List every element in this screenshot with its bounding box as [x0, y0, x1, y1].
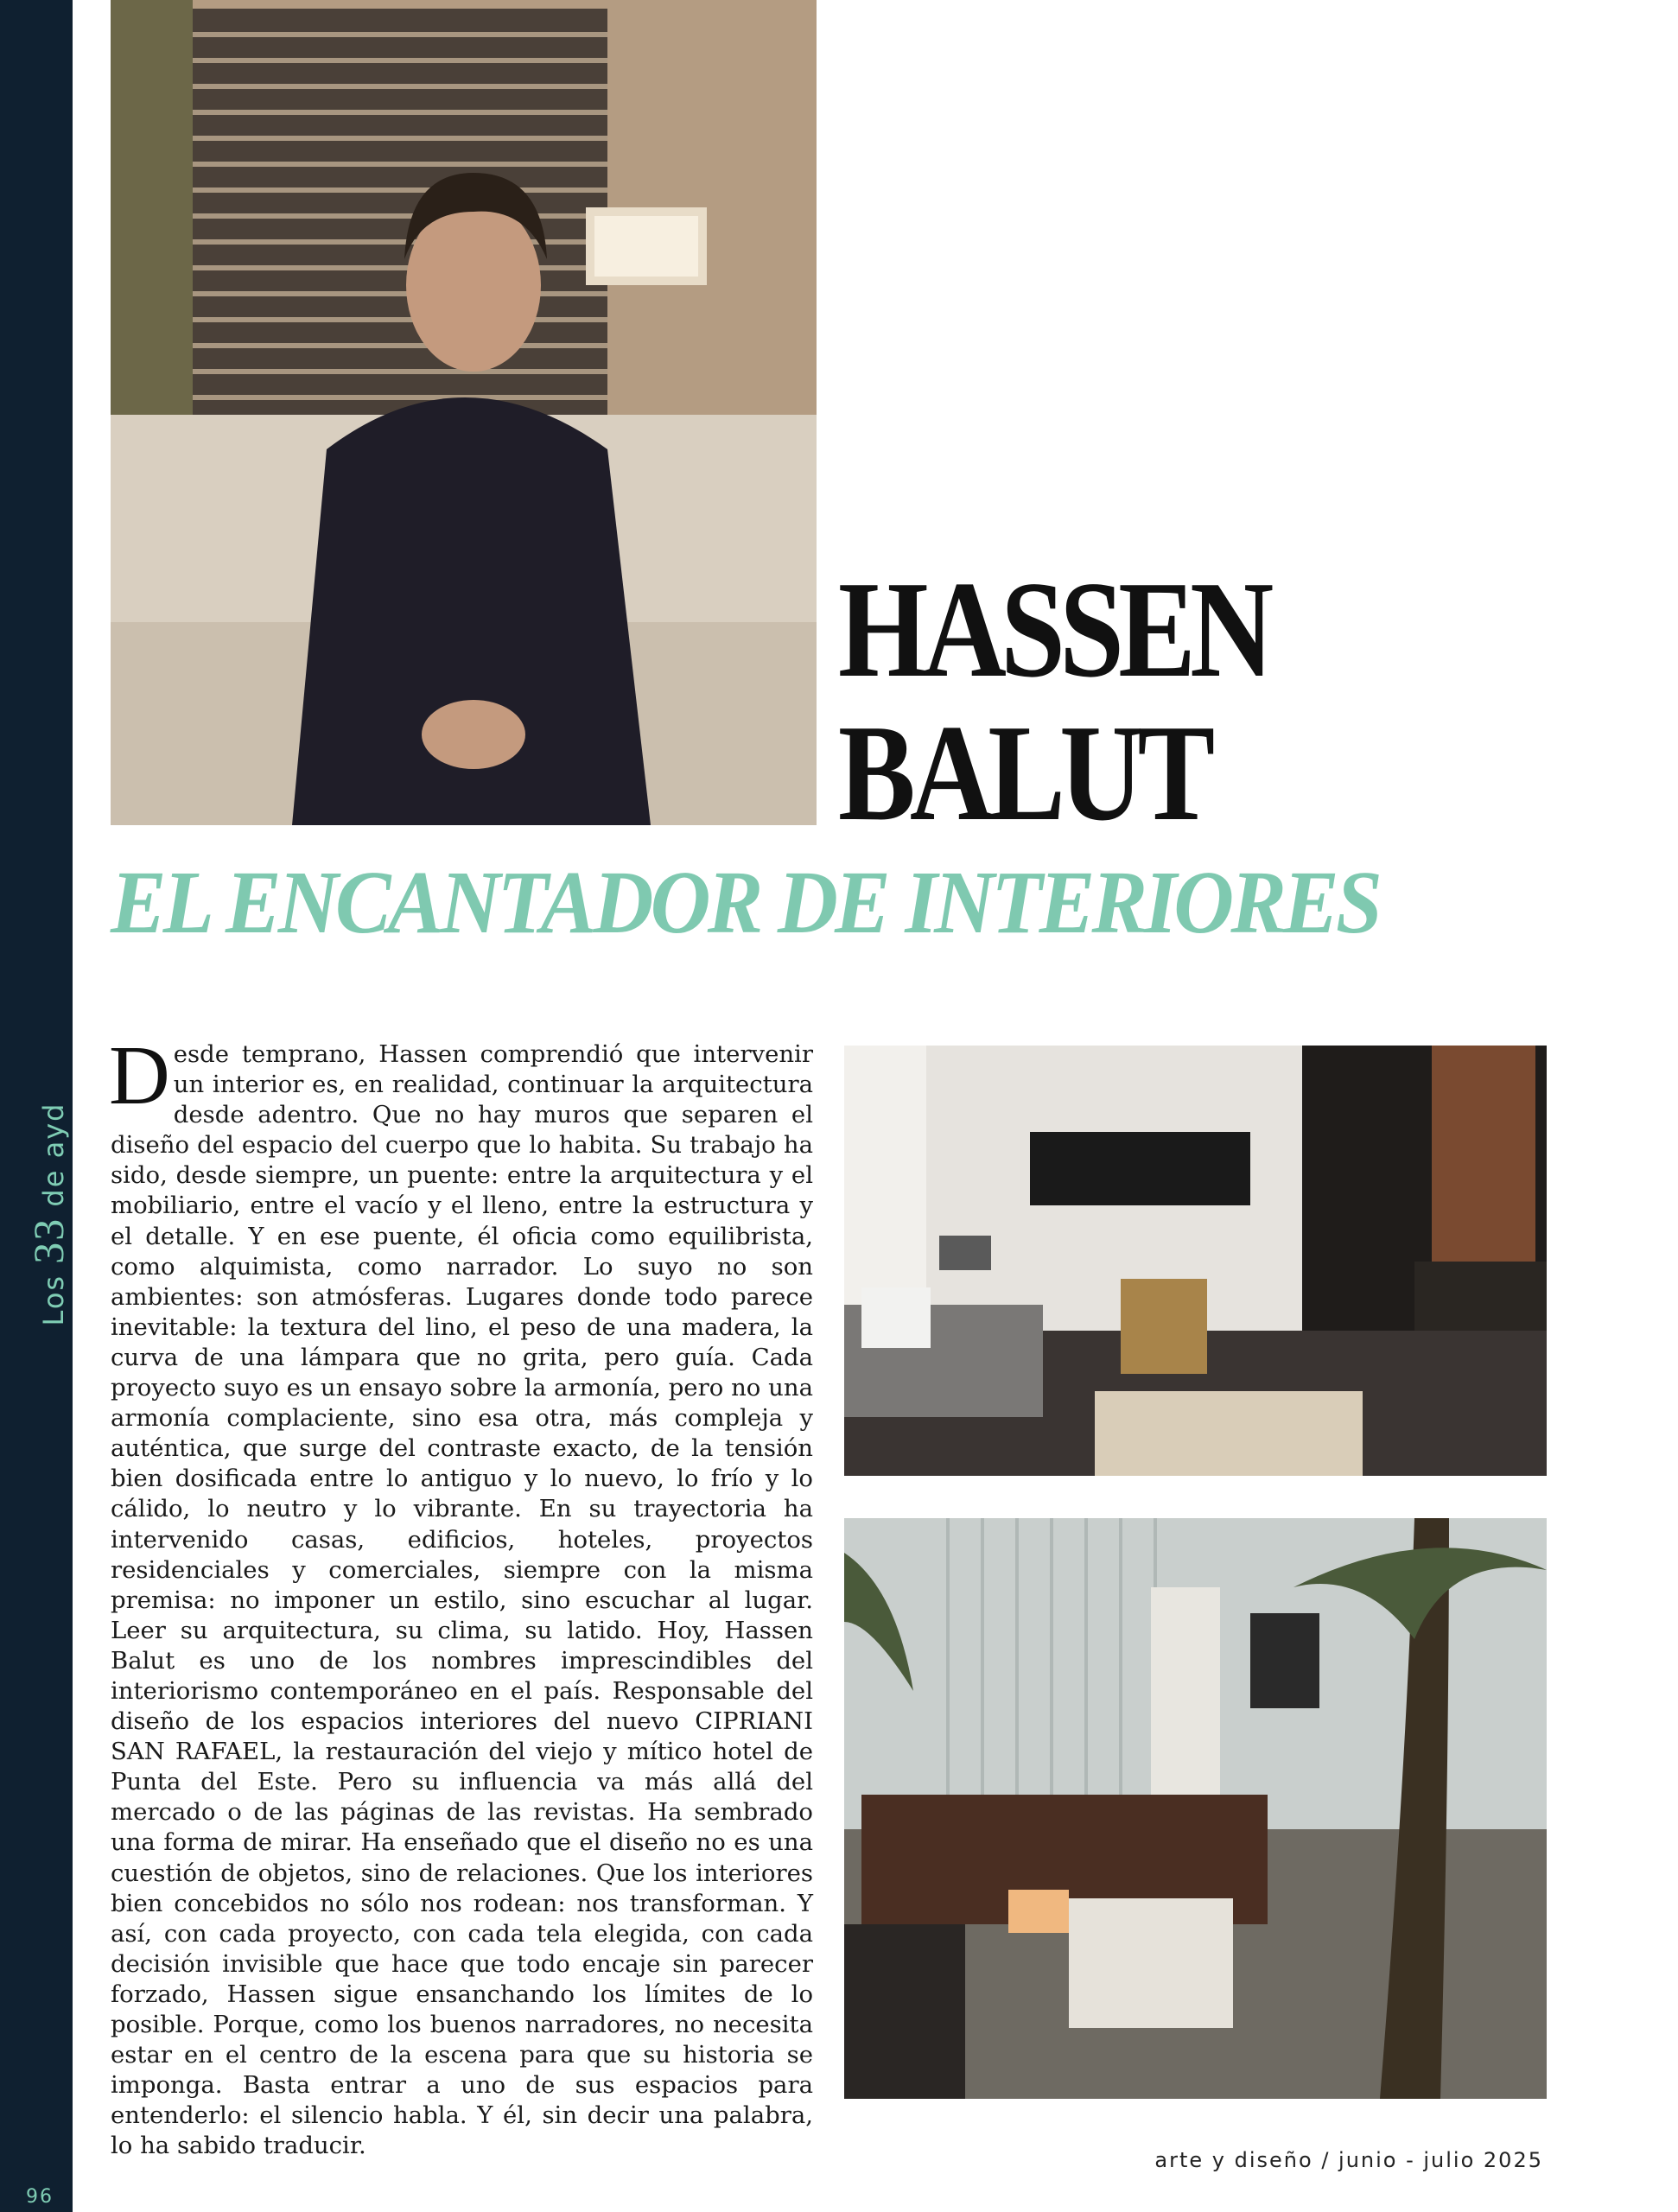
- interior-photo-living: [844, 1046, 1547, 1476]
- sidebar-band: [0, 0, 73, 2212]
- footer-issue: arte y diseño / junio - julio 2025: [1154, 2148, 1543, 2172]
- portrait-photo: [111, 0, 817, 825]
- article-text: esde temprano, Hassen comprendió que intervenir un interior es, en realidad, continuar la arquitectura desde adentro. Que no hay muros que separen el diseño del espacio del cuerpo que lo habita. Su trabajo ha sido, desde siempre, un puente: entre la arquitectura y el mobiliario, entre el vacío y el lleno, entre la estructura y el detalle. Y en ese puente, él oficia como equilibrista, como alquimista, como narrador. Lo suyo no son ambientes: son atmósferas. Lugares donde todo parece inevitable: la textura del lino, el peso de una madera, la curva de una lámpara que no grita, pero guía. Cada proyecto suyo es un ensayo sobre la armonía, pero no una armonía complaciente, sino esa otra, más compleja y auténtica, que surge del contraste exacto, de la tensión bien dosificada entre lo antiguo y lo nuevo, lo frío y lo cálido, lo neutro y lo vibrante. En su trayectoria ha intervenido casas, edificios, hoteles, proyectos residenciales y comerciales, siempre con la misma premisa: no imponer un estilo, sino escuchar al lugar. Leer su arquitectura, su clima, su latido. Hoy, Hassen Balut es uno de los nombres imprescindibles del interiorismo contemporáneo en el país. Responsable del diseño de los espacios interiores del nuevo CIPRIANI SAN RAFAEL, la restauración del viejo y mítico hotel de Punta del Este. Pero su influencia va más allá del mercado o de las páginas de las revistas. Ha sembrado una forma de mirar. Ha enseñado que el diseño no es una cuestión de objetos, sino de relaciones. Que los interiores bien concebidos no sólo nos rodean: nos transforman. Y así, con cada proyecto, con cada tela elegida, con cada decisión invisible que hace que todo encaje sin parecer forzado, Hassen sigue ensanchando los límites de lo posible. Porque, como los buenos narradores, no necesita estar en el centro de la escena para que su historia se imponga. Basta entrar a uno de sus espacios para entenderlo: el silencio habla. Y él, sin decir una palabra, lo ha sabido traducir.: [111, 1040, 813, 2160]
- section-label-prefix: Los: [37, 1274, 70, 1326]
- interior-photo-lobby: [844, 1518, 1547, 2099]
- headline-line-2: BALUT: [838, 696, 1210, 849]
- drop-cap: D: [109, 1029, 170, 1122]
- section-label-number: 33: [24, 1217, 73, 1264]
- section-label-suffix: de ayd: [37, 1102, 70, 1207]
- subtitle: EL ENCANTADOR DE INTERIORES: [111, 853, 1380, 952]
- page-number: 96: [26, 2186, 54, 2208]
- section-label: [23, 1103, 73, 1326]
- headline-line-1: HASSEN: [838, 552, 1268, 706]
- article-body: [109, 1029, 813, 2161]
- headline: [838, 552, 1268, 849]
